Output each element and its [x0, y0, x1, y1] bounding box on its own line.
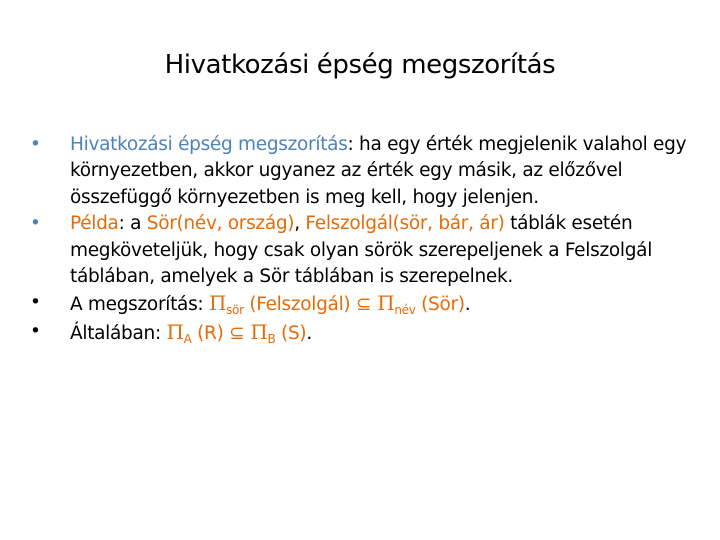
projection-symbol: Π	[244, 319, 268, 344]
relation-r: (R)	[191, 322, 230, 344]
projection-symbol: Π	[166, 319, 184, 344]
bullet-item-definition	[30, 132, 690, 211]
example-text-a: a	[124, 213, 147, 235]
bullet-marker: •	[30, 213, 41, 235]
projection-subscript: sör	[226, 303, 244, 318]
relation-s: (S)	[275, 322, 307, 344]
definition-text: ha egy érték megjelenik valahol egy környezetben, akkor ugyanez az érték egy másik, az előzővel összefüggő környezetben is meg kell, hogy jelenjen.	[70, 134, 687, 208]
bullet-marker: •	[30, 320, 41, 342]
period: .	[464, 294, 471, 316]
bullet-list	[30, 132, 690, 347]
term-example: Példa	[70, 213, 119, 235]
relation-beer: (Sör)	[415, 294, 465, 316]
bullet-item-constraint	[30, 290, 690, 318]
projection-symbol: Π	[371, 291, 395, 316]
projection-subscript: B	[267, 331, 276, 346]
bullet-marker: •	[30, 134, 41, 155]
relation-beer: Sör(név, ország)	[146, 213, 295, 235]
constraint-label: A megszorítás:	[70, 294, 209, 316]
subset-symbol: ⊆	[355, 294, 372, 316]
subset-symbol: ⊆	[229, 322, 245, 344]
bullet-item-example	[30, 211, 690, 290]
slide-title: Hivatkozási épség megszorítás	[164, 50, 556, 80]
relation-serves: (Felszolgál)	[243, 294, 356, 316]
example-text-b: táblák esetén megköveteljük, hogy csak olyan sörök szerepeljenek a Felszolgál táblában, amelyek a Sör táblában is szerepelnek.	[70, 213, 653, 288]
term-referential-integrity: Hivatkozási épség megszorítás	[70, 134, 348, 155]
bullet-marker: •	[30, 292, 41, 314]
general-label: Általában:	[70, 322, 167, 344]
bullet-item-general	[30, 319, 690, 347]
colon: :	[347, 134, 354, 155]
projection-subscript: név	[394, 303, 416, 318]
colon: :	[118, 213, 125, 235]
relation-serves: Felszolgál(sör, bár, ár)	[305, 213, 505, 235]
projection-subscript: A	[183, 331, 192, 346]
comma: ,	[294, 213, 306, 235]
period: .	[306, 322, 312, 344]
projection-symbol: Π	[208, 291, 227, 316]
